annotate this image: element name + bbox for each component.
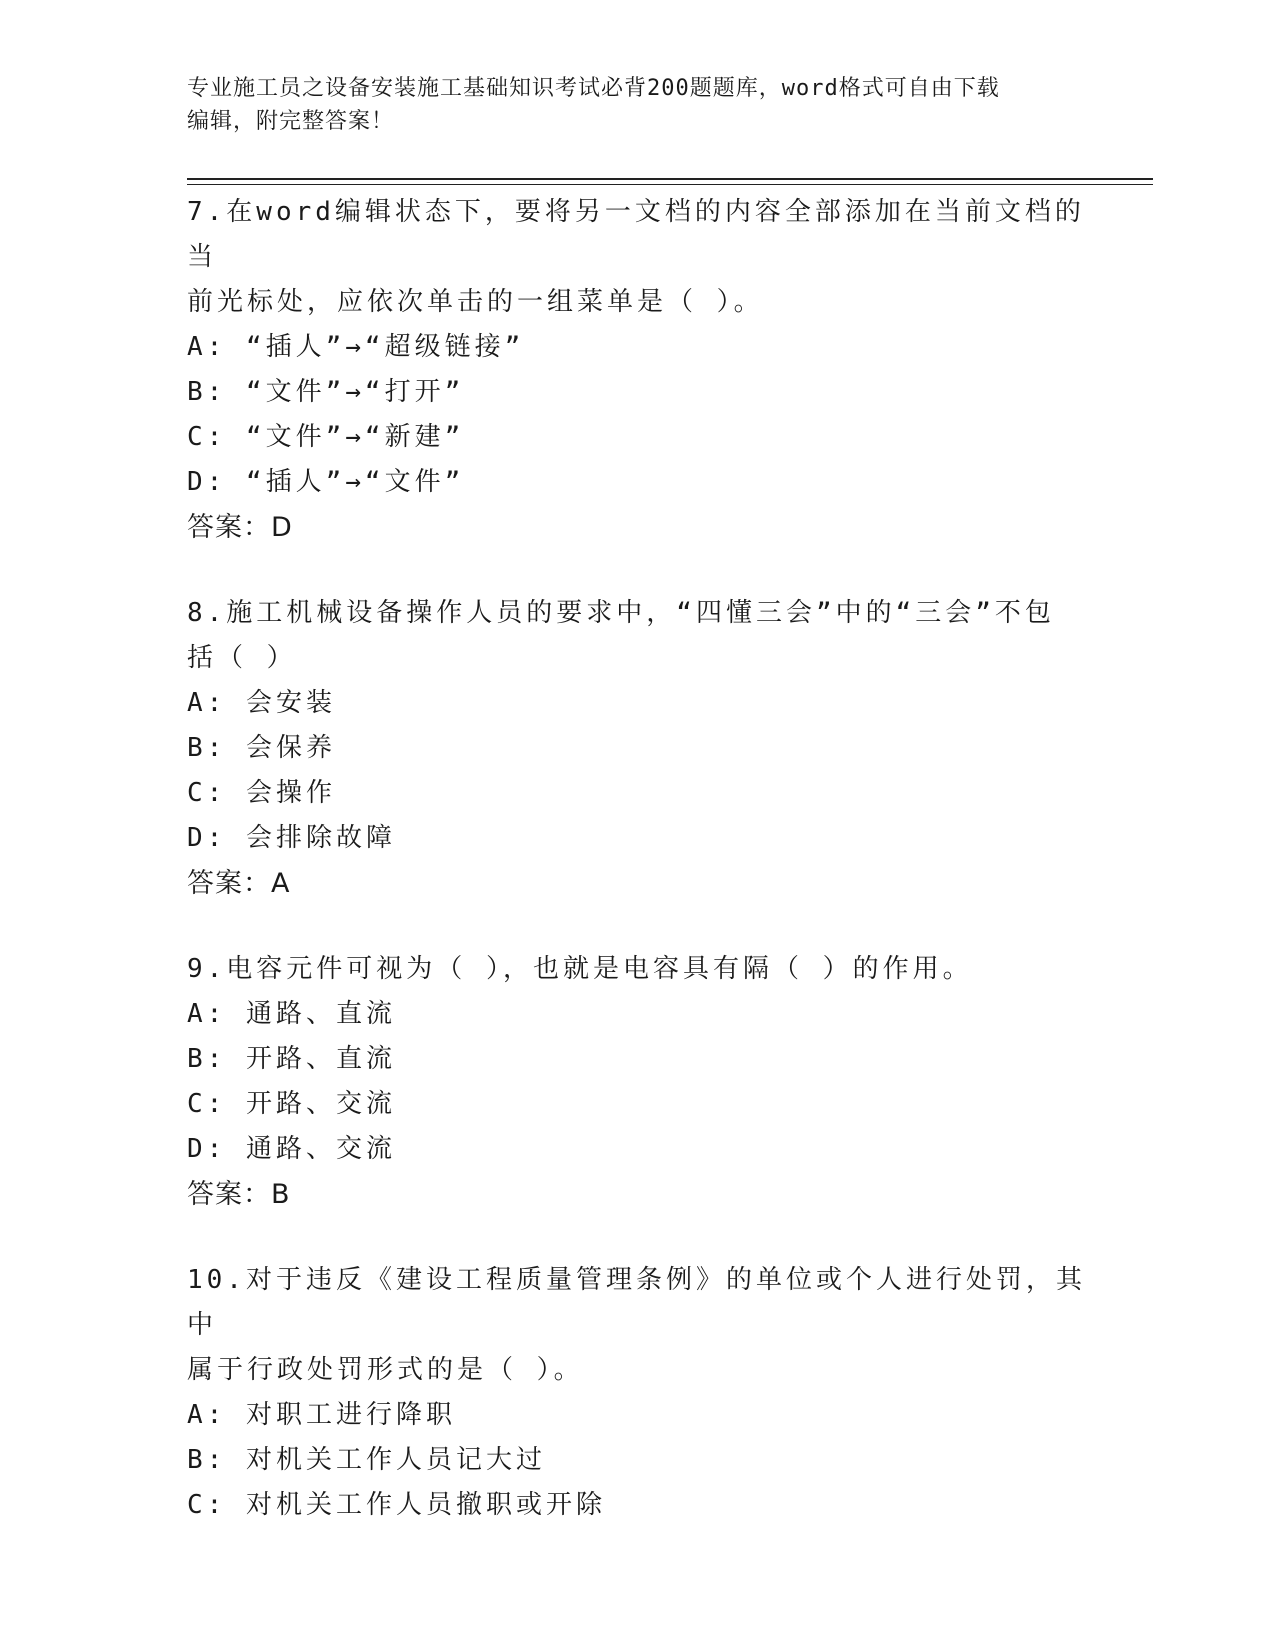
- answer-label: 答案：D: [187, 512, 293, 543]
- question-stem-line-1: 7.在word编辑状态下，要将另一文档的内容全部添加在当前文档的当: [187, 197, 1085, 272]
- option-c: C: 开路、交流: [187, 1089, 396, 1119]
- option-b: B: 会保养: [187, 733, 336, 763]
- option-c: C: “文件”→“新建”: [187, 422, 465, 452]
- question-stem-line-1: 10.对于违反《建设工程质量管理条例》的单位或个人进行处罚，其中: [187, 1265, 1086, 1340]
- question-stem-line-2: 前光标处，应依次单击的一组菜单是（ ）。: [187, 287, 764, 317]
- question-9: [187, 947, 1087, 1217]
- option-d: D: “插人”→“文件”: [187, 467, 465, 497]
- option-d: D: 通路、交流: [187, 1134, 396, 1164]
- question-10: [187, 1258, 1087, 1528]
- header-line-1: 专业施工员之设备安装施工基础知识考试必背200题题库，word格式可自由下载: [187, 76, 1000, 101]
- option-b: B: 对机关工作人员记大过: [187, 1445, 546, 1475]
- answer-label: 答案：B: [187, 1179, 291, 1210]
- option-b: B: “文件”→“打开”: [187, 377, 465, 407]
- question-stem-line-1: 8.施工机械设备操作人员的要求中，“四懂三会”中的“三会”不包: [187, 598, 1055, 628]
- option-b: B: 开路、直流: [187, 1044, 396, 1074]
- answer-label: 答案：A: [187, 868, 291, 899]
- option-a: A: “插人”→“超级链接”: [187, 332, 525, 362]
- option-c: C: 会操作: [187, 778, 336, 808]
- question-8: [187, 591, 1087, 906]
- question-7: [187, 190, 1087, 550]
- option-a: A: 通路、直流: [187, 999, 396, 1029]
- document-header: [187, 72, 1067, 138]
- option-a: A: 对职工进行降职: [187, 1400, 456, 1430]
- option-d: D: 会排除故障: [187, 823, 396, 853]
- question-list: [187, 190, 1087, 1569]
- option-c: C: 对机关工作人员撤职或开除: [187, 1490, 606, 1520]
- option-a: A: 会安装: [187, 688, 336, 718]
- header-divider-thin: [187, 184, 1153, 185]
- header-line-2: 编辑，附完整答案！: [187, 109, 395, 134]
- header-divider-thick: [187, 178, 1153, 180]
- question-stem-line-1: 9.电容元件可视为（ ），也就是电容具有隔（ ）的作用。: [187, 954, 973, 984]
- question-stem-line-2: 属于行政处罚形式的是（ ）。: [187, 1355, 584, 1385]
- question-stem-line-2: 括（ ）: [187, 643, 297, 673]
